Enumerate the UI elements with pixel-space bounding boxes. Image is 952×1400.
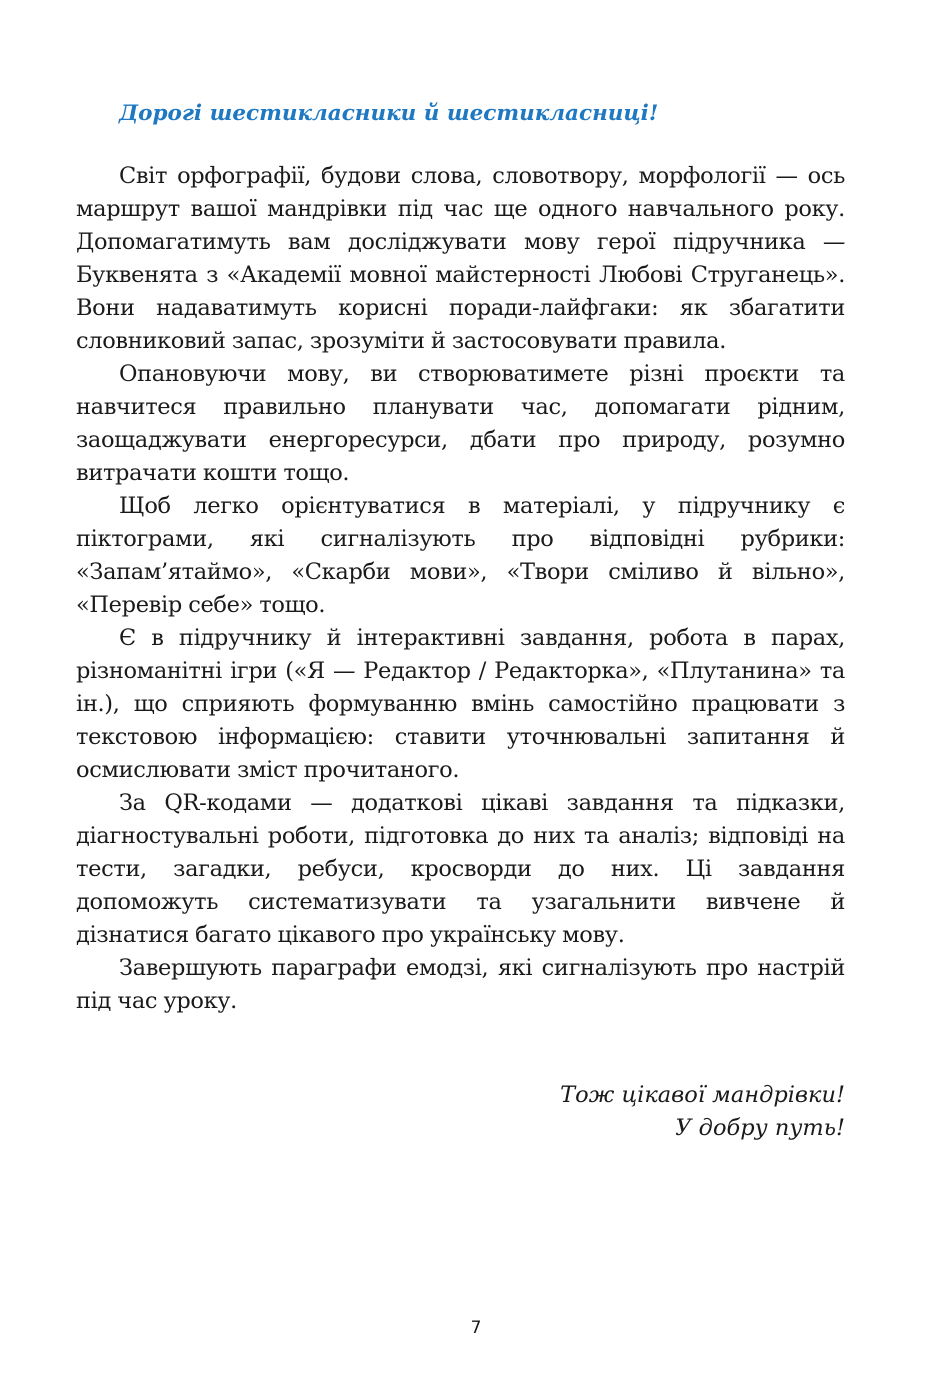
paragraph: Щоб легко орієнтуватися в матеріалі, у підручнику є піктограми, які сигналізують про відповідні рубрики: «Запам’ятаймо», «Скарби мови», «Твори сміливо й вільно», «Перевір себе» тощо. — [76, 493, 845, 618]
page-number: 7 — [470, 1318, 482, 1338]
paragraph: Є в підручнику й інтерактивні завдання, робота в парах, різноманітні ігри («Я — Редактор / Редакторка», «Плутанина» та ін.), що сприяють формуванню вмінь самостійно працювати з текстовою інформацією: ставити уточнювальні запитання й осмислювати зміст прочитаного. — [76, 625, 845, 783]
body-text — [76, 160, 845, 1018]
paragraph: За QR-кодами — додаткові цікаві завдання та підказки, діагностувальні роботи, підготовка до них та аналіз; відповіді на тести, загадки, ребуси, кросворди до них. Ці завдання допоможуть систематизувати та узагальнити вивчене й дізнатися багато цікавого про українську мову. — [76, 790, 845, 948]
closing-line-1: Тож цікавої мандрівки! — [560, 1082, 845, 1108]
paragraph: Завершують параграфи емодзі, які сигналізують про настрій під час уроку. — [76, 955, 845, 1014]
closing-line-2: У добру путь! — [675, 1115, 845, 1141]
closing-wishes — [560, 1079, 845, 1145]
greeting-heading: Дорогі шестикласники й шестикласниці! — [119, 101, 659, 126]
paragraph: Світ орфографії, будови слова, словотвору, морфології — ось маршрут вашої мандрівки під час ще одного навчального року. Допомагатимуть вам досліджувати мову герої підручника — Буквенята з «Академії мовної майстерності Любові Струганець». Вони надаватимуть корисні поради-лайфгаки: як збагатити словниковий запас, зрозуміти й застосовувати правила. — [76, 163, 845, 354]
paragraph: Опановуючи мову, ви створюватимете різні проєкти та навчитеся правильно планувати час, допомагати рідним, заощаджувати енергоресурси, дбати про природу, розумно витрачати кошти тощо. — [76, 361, 845, 486]
